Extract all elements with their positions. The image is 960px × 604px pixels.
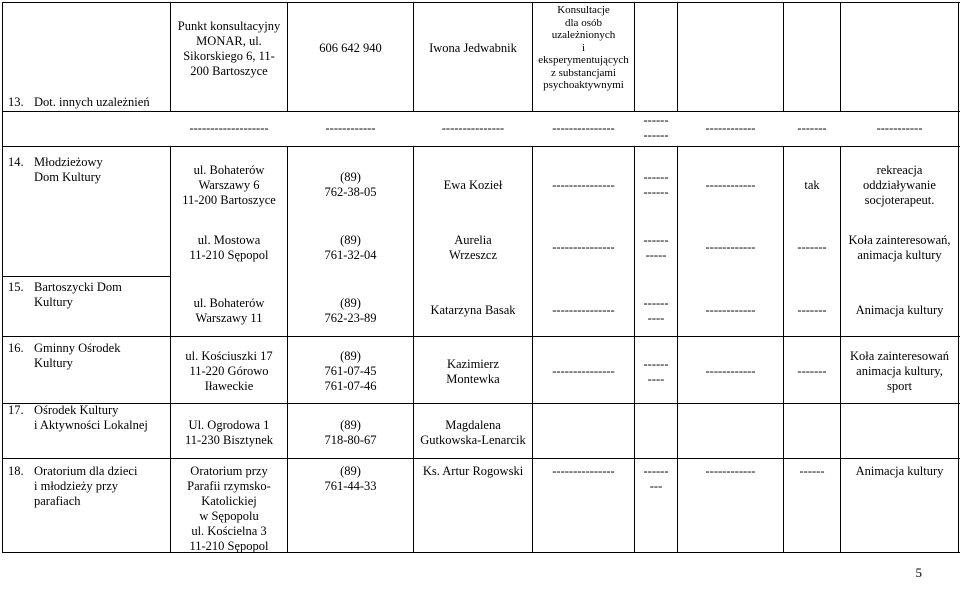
table-border-bottom — [2, 552, 960, 553]
empty-dash: ------ ----- — [643, 233, 669, 262]
empty-dash: ------- — [797, 240, 827, 254]
empty-dash: --------------- — [552, 178, 615, 192]
contact-person: Magdalena Gutkowska-Lenarcik — [420, 418, 526, 447]
empty-dash: ------------ — [705, 240, 756, 254]
contact-person: Ewa Kozieł — [443, 178, 503, 192]
row-number: 15. — [8, 280, 24, 294]
row-divider — [2, 336, 960, 337]
phone: (89) 762-23-89 — [324, 296, 377, 325]
col-line — [840, 2, 841, 111]
page-number: 5 — [915, 565, 922, 580]
empty-dash: ------------ — [705, 178, 756, 192]
empty-dash: ------ --- — [643, 464, 669, 493]
col-line — [634, 2, 635, 111]
empty-dash: ------ ---- — [643, 357, 669, 386]
empty-dash: ------------ — [705, 364, 756, 378]
activity-description: Koła zainteresowań, animacja kultury — [848, 233, 951, 262]
empty-dash: --------------- — [552, 364, 615, 378]
row-number: 17. — [8, 403, 24, 417]
category: Dot. innych uzależnień — [34, 95, 150, 109]
contact-person: Kazimierz Montewka — [446, 357, 500, 386]
phone: (89) 761-07-45 761-07-46 — [324, 349, 377, 393]
col-line — [413, 146, 414, 553]
contact-person: Iwona Jedwabnik — [429, 41, 517, 55]
empty-dash: ------------ — [705, 303, 756, 317]
flag-value: tak — [804, 178, 820, 192]
row-number: 14. — [8, 155, 24, 169]
col-line — [532, 146, 533, 553]
address: ul. Mostowa 11-210 Sępopol — [189, 233, 269, 262]
empty-dash: ------ ---- — [643, 296, 669, 325]
category: Bartoszycki Dom Kultury — [34, 280, 122, 309]
empty-dash: ------------ — [705, 464, 756, 478]
activity-description: Animacja kultury — [855, 303, 944, 317]
category: Młodzieżowy Dom Kultury — [34, 155, 103, 184]
col-line — [413, 2, 414, 111]
row-number: 13. — [8, 95, 24, 109]
empty-dash: --------------- — [441, 121, 505, 135]
empty-dash: ------------------- — [189, 121, 269, 135]
phone: (89) 761-32-04 — [324, 233, 377, 262]
activity-form: Konsultacje dla osób uzależnionych i eksperymentujących z substancjami psychoaktywnymi — [538, 4, 629, 91]
col-line — [677, 2, 678, 111]
category: Oratorium dla dzieci i młodzieży przy parafiach — [34, 464, 138, 508]
row-divider — [2, 276, 170, 277]
col-line — [2, 2, 3, 553]
col-line — [783, 146, 784, 553]
empty-dash: --------------- — [552, 464, 615, 478]
phone: (89) 718-80-67 — [324, 418, 377, 447]
row-number: 18. — [8, 464, 24, 478]
table-border-top — [2, 2, 960, 3]
empty-dash: --------------- — [552, 303, 615, 317]
empty-dash: ------------ — [325, 121, 376, 135]
contact-person: Katarzyna Basak — [430, 303, 516, 317]
row-divider — [2, 458, 960, 459]
empty-dash: --------------- — [552, 240, 615, 254]
place: Punkt konsultacyjny MONAR, ul. Sikorskiego 6, 11- 200 Bartoszyce — [177, 19, 281, 78]
col-line — [783, 2, 784, 111]
phone: 606 642 940 — [319, 41, 382, 55]
phone: (89) 762-38-05 — [324, 170, 377, 199]
empty-dash: ------- — [797, 364, 827, 378]
empty-dash: --------------- — [552, 121, 615, 135]
empty-dash: ------- — [797, 121, 827, 135]
address: Oratorium przy Parafii rzymsko- Katolickiej w Sępopolu ul. Kościelna 3 11-210 Sępopol — [187, 464, 271, 553]
contact-person: Ks. Artur Rogowski — [422, 464, 524, 478]
empty-dash: ------------ — [705, 121, 756, 135]
row-divider — [2, 111, 960, 112]
table-border-right — [958, 2, 959, 553]
category: Gminny Ośrodek Kultury — [34, 341, 121, 370]
contact-person: Aurelia Wrzeszcz — [448, 233, 498, 262]
activity-description: rekreacja oddziaływanie socjoterapeut. — [863, 163, 936, 207]
row-divider — [2, 146, 960, 147]
empty-dash: ------ ------ — [643, 170, 669, 199]
col-line — [677, 146, 678, 553]
row-number: 16. — [8, 341, 24, 355]
address: ul. Bohaterów Warszawy 6 11-200 Bartoszyce — [182, 163, 276, 207]
phone: (89) 761-44-33 — [324, 464, 377, 493]
empty-dash: ------ — [799, 464, 825, 478]
empty-dash: ----------- — [876, 121, 923, 135]
address: ul. Bohaterów Warszawy 11 — [193, 296, 265, 325]
empty-dash: ------ ------ — [643, 113, 669, 142]
address: Ul. Ogrodowa 1 11-230 Bisztynek — [184, 418, 274, 447]
activity-description: Animacja kultury — [855, 464, 944, 478]
col-line — [287, 2, 288, 111]
activity-description: Koła zainteresowań animacja kultury, sport — [850, 349, 949, 393]
address: ul. Kościuszki 17 11-220 Górowo Iławeckie — [185, 349, 273, 393]
empty-dash: ------- — [797, 303, 827, 317]
category: Ośrodek Kultury i Aktywności Lokalnej — [34, 403, 148, 432]
